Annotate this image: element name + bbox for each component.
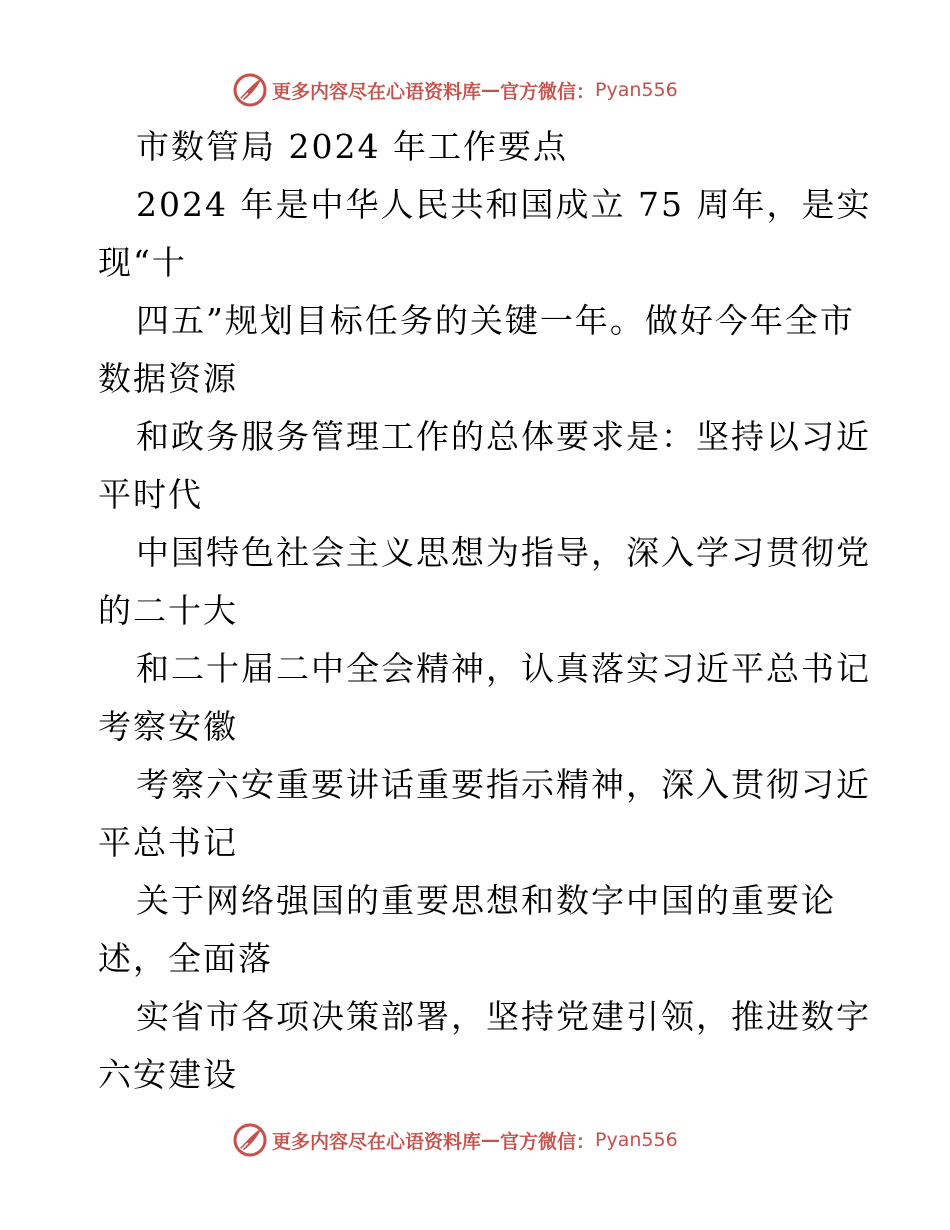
- watermark-header: [232, 70, 678, 110]
- paragraph-line: 中国特色社会主义思想为指导，深入学习贯彻党: [136, 533, 871, 572]
- paragraph-line: 数据资源: [98, 359, 238, 398]
- paragraph-line: 考察安徽: [98, 707, 238, 746]
- watermark-footer: [232, 1120, 678, 1160]
- watermark-text: 更多内容尽在心语资料库: [272, 1130, 482, 1153]
- quill-logo-icon: [232, 1122, 268, 1158]
- paragraph-line: 和二十届二中全会精神，认真落实习近平总书记: [136, 649, 871, 688]
- document-body: [98, 118, 872, 1104]
- watermark-text: 更多内容尽在心语资料库: [272, 80, 482, 103]
- watermark-label: 官方微信：: [500, 80, 596, 103]
- paragraph-line: 实省市各项决策部署，坚持党建引领，推进数字: [136, 997, 871, 1036]
- quill-logo-icon: [232, 72, 268, 108]
- paragraph-line: 考察六安重要讲话重要指示精神，深入贯彻习近: [136, 765, 871, 804]
- watermark-dash: —: [481, 1129, 501, 1151]
- paragraph-line: 的二十大: [98, 591, 238, 630]
- watermark-label: 官方微信：: [500, 1130, 596, 1153]
- paragraph-line: 2024 年是中华人民共和国成立 75 周年，是实: [136, 185, 872, 224]
- document-title: 市数管局 2024 年工作要点: [136, 127, 568, 166]
- paragraph-line: 和政务服务管理工作的总体要求是：坚持以习近: [136, 417, 871, 456]
- paragraph-line: 现“十: [98, 243, 187, 282]
- paragraph-line: 述，全面落: [98, 939, 273, 978]
- paragraph-line: 平时代: [98, 475, 203, 514]
- watermark-id: Pyan556: [595, 79, 678, 101]
- paragraph-line: 平总书记: [98, 823, 238, 862]
- paragraph-line: 四五”规划目标任务的关键一年。做好今年全市: [136, 301, 855, 340]
- paragraph-line: 六安建设: [98, 1055, 238, 1094]
- watermark-id: Pyan556: [595, 1129, 678, 1151]
- watermark-dash: —: [481, 79, 501, 101]
- paragraph-line: 关于网络强国的重要思想和数字中国的重要论: [136, 881, 836, 920]
